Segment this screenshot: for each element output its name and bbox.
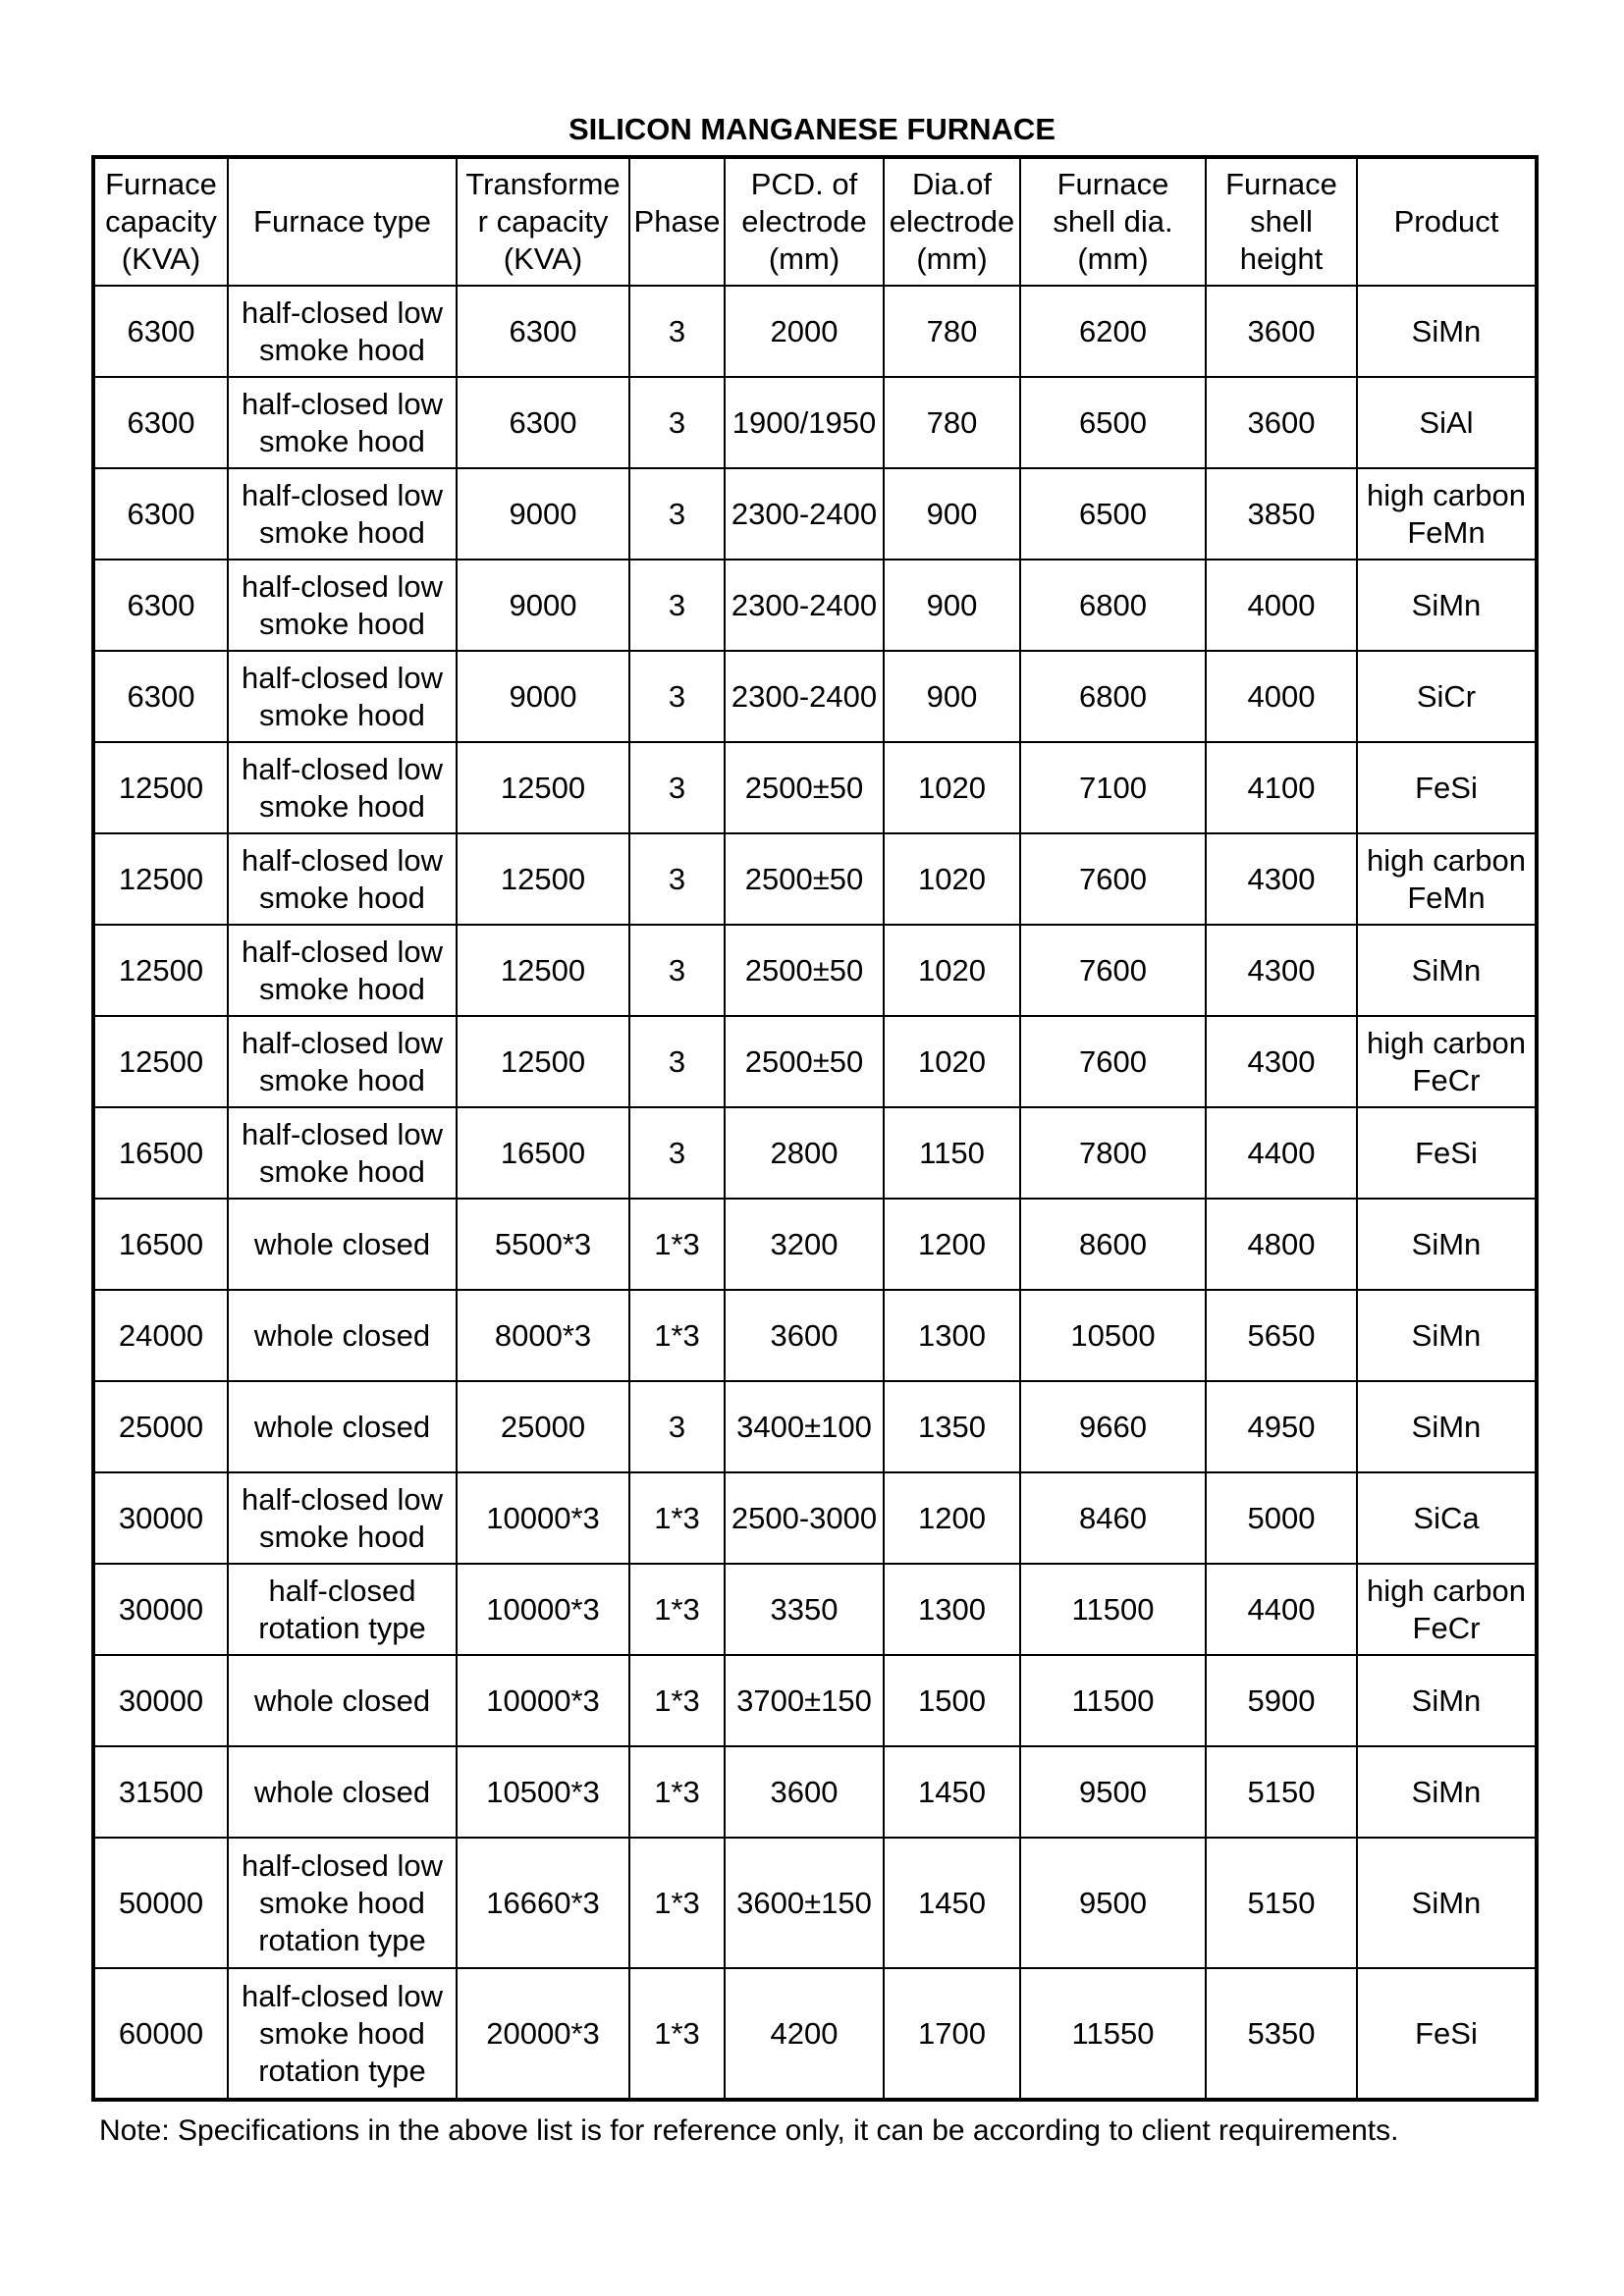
cell-furnace-type: whole closed [228,1746,457,1838]
cell-shell-height: 5150 [1206,1746,1357,1838]
cell-phase: 1*3 [629,1655,725,1746]
cell-shell-height: 5350 [1206,1968,1357,2100]
cell-furnace-type: half-closed low smoke hood [228,651,457,742]
cell-shell-dia: 9660 [1020,1381,1206,1472]
cell-phase: 3 [629,286,725,377]
cell-capacity: 30000 [93,1564,228,1655]
cell-pcd: 1900/1950 [725,377,884,468]
cell-shell-dia: 9500 [1020,1746,1206,1838]
cell-phase: 3 [629,468,725,560]
cell-phase: 1*3 [629,1746,725,1838]
cell-transformer: 12500 [457,742,629,833]
cell-electrode-dia: 780 [884,377,1020,468]
table-row [93,560,1537,651]
header-furnace-shell-dia: Furnace shell dia. (mm) [1020,157,1206,286]
cell-product: high carbon FeMn [1357,833,1537,925]
cell-pcd: 3600 [725,1290,884,1381]
cell-capacity: 50000 [93,1838,228,1968]
cell-transformer: 16660*3 [457,1838,629,1968]
cell-capacity: 12500 [93,742,228,833]
header-product: Product [1357,157,1537,286]
cell-product: SiCa [1357,1472,1537,1564]
reference-note: Note: Specifications in the above list is for reference only, it can be according to client requirements. [99,2114,1399,2147]
cell-product: SiMn [1357,925,1537,1016]
table-row [93,742,1537,833]
cell-pcd: 2300-2400 [725,560,884,651]
cell-shell-height: 5900 [1206,1655,1357,1746]
cell-shell-dia: 6800 [1020,560,1206,651]
cell-pcd: 2500±50 [725,742,884,833]
cell-product: SiMn [1357,1381,1537,1472]
cell-product: SiMn [1357,1838,1537,1968]
cell-product: SiCr [1357,651,1537,742]
cell-transformer: 25000 [457,1381,629,1472]
cell-electrode-dia: 1300 [884,1564,1020,1655]
cell-shell-dia: 6800 [1020,651,1206,742]
cell-shell-height: 4100 [1206,742,1357,833]
table-row [93,1838,1537,1968]
cell-shell-dia: 11500 [1020,1655,1206,1746]
cell-capacity: 6300 [93,560,228,651]
cell-transformer: 12500 [457,925,629,1016]
header-furnace-shell-height: Furnace shell height [1206,157,1357,286]
cell-shell-height: 4300 [1206,833,1357,925]
cell-pcd: 3600 [725,1746,884,1838]
cell-product: SiMn [1357,1290,1537,1381]
cell-electrode-dia: 1020 [884,1016,1020,1107]
cell-transformer: 9000 [457,560,629,651]
cell-pcd: 4200 [725,1968,884,2100]
cell-electrode-dia: 1020 [884,925,1020,1016]
cell-phase: 3 [629,833,725,925]
cell-shell-dia: 8460 [1020,1472,1206,1564]
cell-product: SiMn [1357,1199,1537,1290]
header-furnace-type: Furnace type [228,157,457,286]
cell-shell-height: 3600 [1206,377,1357,468]
cell-pcd: 3400±100 [725,1381,884,1472]
cell-transformer: 6300 [457,377,629,468]
cell-shell-height: 4000 [1206,651,1357,742]
cell-shell-height: 4950 [1206,1381,1357,1472]
cell-shell-height: 4400 [1206,1564,1357,1655]
table-row [93,1199,1537,1290]
cell-pcd: 2000 [725,286,884,377]
cell-electrode-dia: 780 [884,286,1020,377]
cell-transformer: 5500*3 [457,1199,629,1290]
cell-furnace-type: half-closed low smoke hood [228,377,457,468]
table-row [93,468,1537,560]
cell-capacity: 24000 [93,1290,228,1381]
header-transformer-capacity: Transforme r capacity (KVA) [457,157,629,286]
cell-capacity: 30000 [93,1472,228,1564]
cell-shell-height: 4400 [1206,1107,1357,1199]
table-row [93,1968,1537,2100]
cell-transformer: 10000*3 [457,1655,629,1746]
cell-product: FeSi [1357,742,1537,833]
cell-furnace-type: half-closed low smoke hood [228,742,457,833]
cell-phase: 3 [629,1016,725,1107]
cell-capacity: 25000 [93,1381,228,1472]
cell-pcd: 2800 [725,1107,884,1199]
furnace-spec-table [91,155,1539,2102]
header-dia-of-electrode: Dia.of electrode (mm) [884,157,1020,286]
cell-furnace-type: whole closed [228,1655,457,1746]
table-row [93,1472,1537,1564]
cell-electrode-dia: 1150 [884,1107,1020,1199]
table-row [93,833,1537,925]
cell-product: SiMn [1357,560,1537,651]
cell-capacity: 6300 [93,286,228,377]
cell-electrode-dia: 1020 [884,742,1020,833]
header-pcd-of-electrode: PCD. of electrode (mm) [725,157,884,286]
cell-pcd: 2300-2400 [725,468,884,560]
cell-pcd: 3700±150 [725,1655,884,1746]
cell-phase: 3 [629,742,725,833]
cell-phase: 3 [629,1107,725,1199]
table-row [93,286,1537,377]
cell-shell-dia: 7600 [1020,925,1206,1016]
cell-pcd: 2300-2400 [725,651,884,742]
cell-product: SiMn [1357,1655,1537,1746]
table-row [93,1381,1537,1472]
cell-electrode-dia: 900 [884,560,1020,651]
cell-pcd: 3600±150 [725,1838,884,1968]
cell-shell-dia: 10500 [1020,1290,1206,1381]
cell-electrode-dia: 1450 [884,1746,1020,1838]
cell-capacity: 12500 [93,1016,228,1107]
table-row [93,1655,1537,1746]
cell-shell-height: 4300 [1206,925,1357,1016]
cell-transformer: 10000*3 [457,1472,629,1564]
cell-capacity: 60000 [93,1968,228,2100]
cell-furnace-type: half-closed low smoke hood rotation type [228,1838,457,1968]
cell-product: high carbon FeCr [1357,1564,1537,1655]
cell-furnace-type: half-closed rotation type [228,1564,457,1655]
cell-shell-height: 4300 [1206,1016,1357,1107]
table-row [93,925,1537,1016]
cell-shell-height: 4000 [1206,560,1357,651]
cell-shell-dia: 7800 [1020,1107,1206,1199]
cell-furnace-type: half-closed low smoke hood rotation type [228,1968,457,2100]
cell-electrode-dia: 1200 [884,1199,1020,1290]
cell-furnace-type: whole closed [228,1381,457,1472]
cell-phase: 1*3 [629,1199,725,1290]
cell-pcd: 2500-3000 [725,1472,884,1564]
cell-furnace-type: half-closed low smoke hood [228,925,457,1016]
cell-shell-height: 4800 [1206,1199,1357,1290]
cell-transformer: 9000 [457,651,629,742]
cell-furnace-type: half-closed low smoke hood [228,833,457,925]
cell-shell-dia: 11500 [1020,1564,1206,1655]
cell-shell-height: 5150 [1206,1838,1357,1968]
cell-pcd: 2500±50 [725,833,884,925]
cell-capacity: 6300 [93,377,228,468]
cell-phase: 1*3 [629,1838,725,1968]
cell-electrode-dia: 1450 [884,1838,1020,1968]
cell-phase: 1*3 [629,1968,725,2100]
cell-phase: 3 [629,377,725,468]
cell-phase: 3 [629,651,725,742]
cell-product: high carbon FeMn [1357,468,1537,560]
cell-capacity: 30000 [93,1655,228,1746]
cell-capacity: 12500 [93,925,228,1016]
cell-capacity: 31500 [93,1746,228,1838]
cell-electrode-dia: 900 [884,651,1020,742]
cell-shell-dia: 11550 [1020,1968,1206,2100]
cell-transformer: 10000*3 [457,1564,629,1655]
cell-shell-dia: 7600 [1020,833,1206,925]
cell-product: FeSi [1357,1107,1537,1199]
table-row [93,1564,1537,1655]
cell-transformer: 10500*3 [457,1746,629,1838]
table-row [93,1290,1537,1381]
cell-shell-dia: 8600 [1020,1199,1206,1290]
cell-furnace-type: half-closed low smoke hood [228,286,457,377]
cell-pcd: 3350 [725,1564,884,1655]
cell-electrode-dia: 1500 [884,1655,1020,1746]
table-header-row [93,157,1537,286]
cell-product: SiAl [1357,377,1537,468]
table-row [93,1016,1537,1107]
cell-shell-dia: 9500 [1020,1838,1206,1968]
cell-phase: 3 [629,925,725,1016]
cell-shell-height: 5000 [1206,1472,1357,1564]
cell-product: SiMn [1357,1746,1537,1838]
cell-phase: 3 [629,560,725,651]
table-row [93,377,1537,468]
cell-transformer: 20000*3 [457,1968,629,2100]
cell-transformer: 16500 [457,1107,629,1199]
cell-furnace-type: whole closed [228,1290,457,1381]
cell-electrode-dia: 900 [884,468,1020,560]
table-row [93,1107,1537,1199]
cell-phase: 1*3 [629,1564,725,1655]
page-title: SILICON MANGANESE FURNACE [568,112,1056,146]
cell-capacity: 16500 [93,1107,228,1199]
cell-shell-height: 3600 [1206,286,1357,377]
table-row [93,1746,1537,1838]
cell-furnace-type: half-closed low smoke hood [228,1016,457,1107]
cell-shell-dia: 6200 [1020,286,1206,377]
cell-product: high carbon FeCr [1357,1016,1537,1107]
cell-phase: 1*3 [629,1472,725,1564]
cell-shell-dia: 7600 [1020,1016,1206,1107]
cell-pcd: 3200 [725,1199,884,1290]
cell-furnace-type: half-closed low smoke hood [228,1107,457,1199]
header-phase: Phase [629,157,725,286]
cell-product: SiMn [1357,286,1537,377]
cell-furnace-type: whole closed [228,1199,457,1290]
cell-transformer: 8000*3 [457,1290,629,1381]
cell-electrode-dia: 1300 [884,1290,1020,1381]
header-furnace-capacity: Furnace capacity (KVA) [93,157,228,286]
cell-shell-dia: 7100 [1020,742,1206,833]
cell-phase: 1*3 [629,1290,725,1381]
cell-capacity: 16500 [93,1199,228,1290]
table-row [93,651,1537,742]
cell-furnace-type: half-closed low smoke hood [228,1472,457,1564]
cell-electrode-dia: 1700 [884,1968,1020,2100]
cell-transformer: 12500 [457,1016,629,1107]
cell-pcd: 2500±50 [725,1016,884,1107]
cell-shell-height: 3850 [1206,468,1357,560]
cell-transformer: 12500 [457,833,629,925]
cell-shell-dia: 6500 [1020,377,1206,468]
cell-electrode-dia: 1200 [884,1472,1020,1564]
cell-furnace-type: half-closed low smoke hood [228,560,457,651]
cell-shell-height: 5650 [1206,1290,1357,1381]
cell-capacity: 12500 [93,833,228,925]
cell-electrode-dia: 1020 [884,833,1020,925]
cell-shell-dia: 6500 [1020,468,1206,560]
cell-capacity: 6300 [93,651,228,742]
cell-pcd: 2500±50 [725,925,884,1016]
cell-product: FeSi [1357,1968,1537,2100]
cell-phase: 3 [629,1381,725,1472]
cell-transformer: 6300 [457,286,629,377]
cell-furnace-type: half-closed low smoke hood [228,468,457,560]
cell-electrode-dia: 1350 [884,1381,1020,1472]
cell-transformer: 9000 [457,468,629,560]
cell-capacity: 6300 [93,468,228,560]
